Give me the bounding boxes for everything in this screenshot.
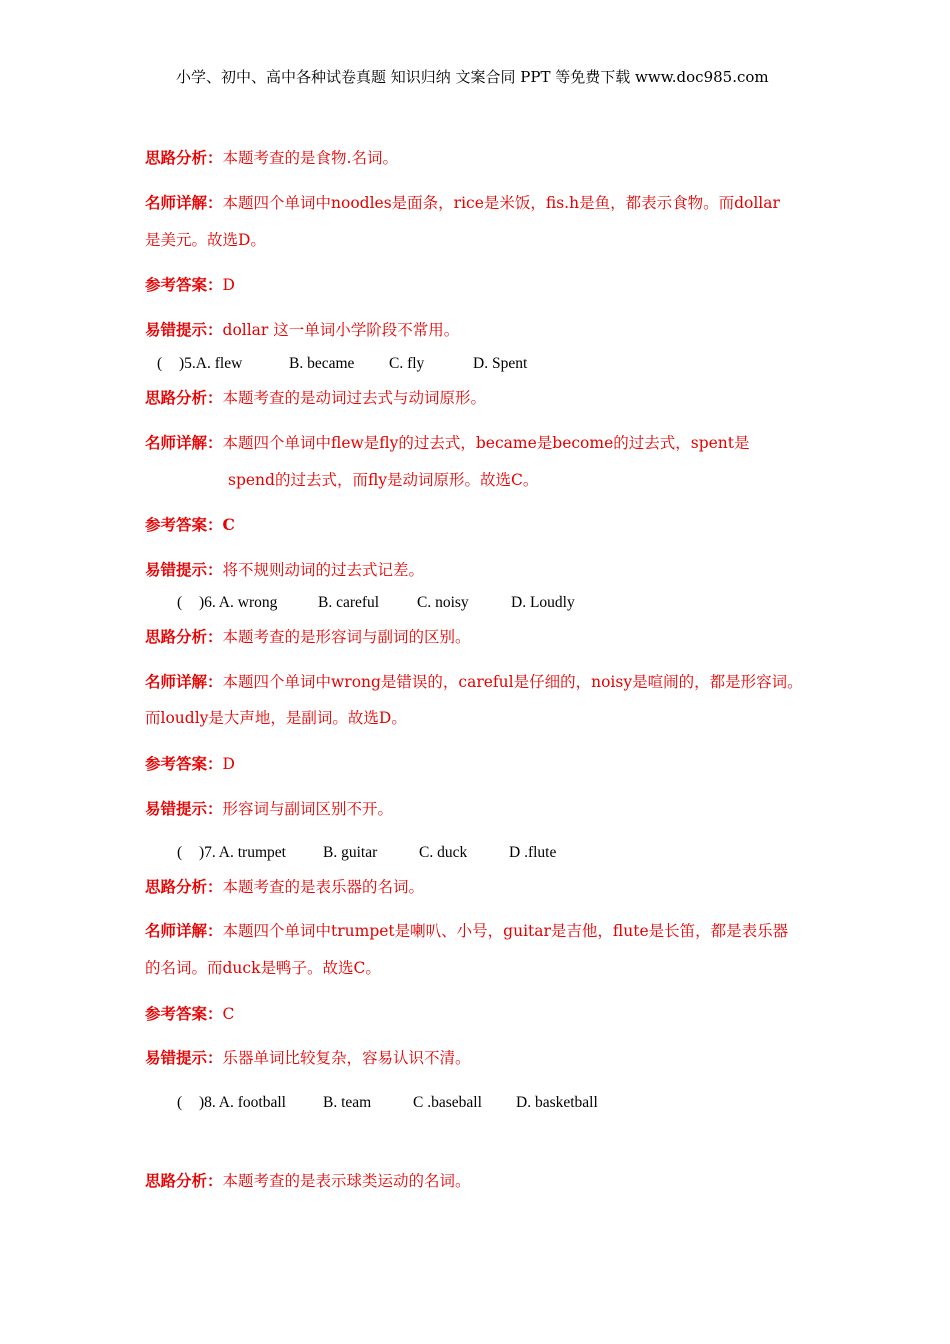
tip-line bbox=[145, 1048, 471, 1068]
answer-label: 参考答案： bbox=[145, 1004, 223, 1023]
answer-line bbox=[145, 515, 235, 535]
option-c: C. duck bbox=[419, 844, 468, 861]
detail-label: 名师详解： bbox=[145, 193, 223, 212]
detail-label: 名师详解： bbox=[145, 433, 223, 452]
answer-text: D bbox=[222, 755, 235, 773]
detail-text: 本题四个单词中noodles是面条，rice是米饭，fis.h是鱼，都表示食物。而dollar bbox=[222, 194, 780, 212]
tip-text: 乐器单词比较复杂，容易认识不清。 bbox=[222, 1049, 471, 1067]
page-header: 小学、初中、高中各种试卷真题 知识归纳 文案合同 PPT 等免费下载 www.doc985.com bbox=[176, 68, 769, 86]
option-c: C. fly bbox=[389, 355, 425, 372]
answer-blank: ( bbox=[177, 594, 183, 611]
detail-line bbox=[145, 433, 750, 453]
answer-text: C bbox=[222, 515, 235, 534]
detail-line bbox=[145, 921, 788, 941]
detail-continuation: spend的过去式，而fly是动词原形。故选C。 bbox=[228, 471, 539, 489]
analysis-line bbox=[145, 877, 424, 897]
answer-label: 参考答案： bbox=[145, 754, 223, 773]
option-b: B. guitar bbox=[323, 844, 378, 861]
analysis-text: 本题考查的是形容词与副词的区别。 bbox=[222, 628, 471, 646]
analysis-line bbox=[145, 627, 471, 647]
option-a: )6. A. wrong bbox=[199, 594, 278, 611]
answer-line bbox=[145, 275, 235, 295]
option-d: D. Loudly bbox=[511, 594, 575, 611]
option-d: D. Spent bbox=[473, 355, 528, 372]
analysis-text: 本题考查的是表示球类运动的名词。 bbox=[222, 1172, 471, 1190]
option-d: D. basketball bbox=[516, 1094, 598, 1111]
detail-continuation: 的名词。而duck是鸭子。故选C。 bbox=[145, 959, 381, 977]
answer-label: 参考答案： bbox=[145, 275, 223, 294]
analysis-label: 思路分析： bbox=[145, 388, 223, 407]
tip-label: 易错提示： bbox=[145, 1048, 223, 1067]
option-a: )8. A. football bbox=[199, 1094, 286, 1111]
analysis-label: 思路分析： bbox=[145, 877, 223, 896]
answer-text: C bbox=[222, 1005, 235, 1023]
tip-text: dollar 这一单词小学阶段不常用。 bbox=[222, 321, 460, 339]
tip-line bbox=[145, 560, 424, 580]
option-b: B. became bbox=[289, 355, 355, 372]
option-b: B. team bbox=[323, 1094, 372, 1111]
tip-text: 将不规则动词的过去式记差。 bbox=[222, 561, 425, 579]
detail-continuation: 是美元。故选D。 bbox=[145, 231, 266, 249]
detail-line bbox=[145, 672, 803, 692]
detail-line bbox=[145, 193, 780, 213]
analysis-line bbox=[145, 388, 486, 408]
answer-blank: ( bbox=[177, 844, 183, 861]
answer-label: 参考答案： bbox=[145, 515, 223, 534]
option-c: C .baseball bbox=[413, 1094, 482, 1111]
tip-label: 易错提示： bbox=[145, 799, 223, 818]
analysis-label: 思路分析： bbox=[145, 148, 223, 167]
tip-line bbox=[145, 320, 459, 340]
detail-label: 名师详解： bbox=[145, 672, 223, 691]
option-a: )5.A. flew bbox=[179, 355, 243, 372]
answer-line bbox=[145, 1004, 234, 1024]
option-c: C. noisy bbox=[417, 594, 469, 611]
answer-blank: ( bbox=[157, 355, 163, 372]
tip-line bbox=[145, 799, 393, 819]
detail-text: 本题四个单词中wrong是错误的，careful是仔细的，noisy是喧闹的，都是形容词。 bbox=[222, 673, 803, 691]
option-b: B. careful bbox=[318, 594, 380, 611]
answer-blank: ( bbox=[177, 1094, 183, 1111]
analysis-line bbox=[145, 1171, 471, 1191]
answer-line bbox=[145, 754, 235, 774]
detail-label: 名师详解： bbox=[145, 921, 223, 940]
detail-continuation: 而loudly是大声地，是副词。故选D。 bbox=[145, 709, 407, 727]
analysis-text: 本题考查的是表乐器的名词。 bbox=[222, 878, 425, 896]
analysis-line bbox=[145, 148, 398, 168]
analysis-label: 思路分析： bbox=[145, 627, 223, 646]
answer-text: D bbox=[222, 276, 235, 294]
analysis-label: 思路分析： bbox=[145, 1171, 223, 1190]
option-a: )7. A. trumpet bbox=[199, 844, 286, 861]
option-d: D .flute bbox=[509, 844, 557, 861]
analysis-text: 本题考查的是食物.名词。 bbox=[222, 149, 398, 167]
tip-label: 易错提示： bbox=[145, 560, 223, 579]
tip-label: 易错提示： bbox=[145, 320, 223, 339]
analysis-text: 本题考查的是动词过去式与动词原形。 bbox=[222, 389, 487, 407]
detail-text: 本题四个单词中trumpet是喇叭、小号，guitar是吉他，flute是长笛，都是表乐器 bbox=[222, 922, 789, 940]
detail-text: 本题四个单词中flew是fly的过去式，became是become的过去式，spent是 bbox=[222, 434, 750, 452]
tip-text: 形容词与副词区别不开。 bbox=[222, 800, 394, 818]
